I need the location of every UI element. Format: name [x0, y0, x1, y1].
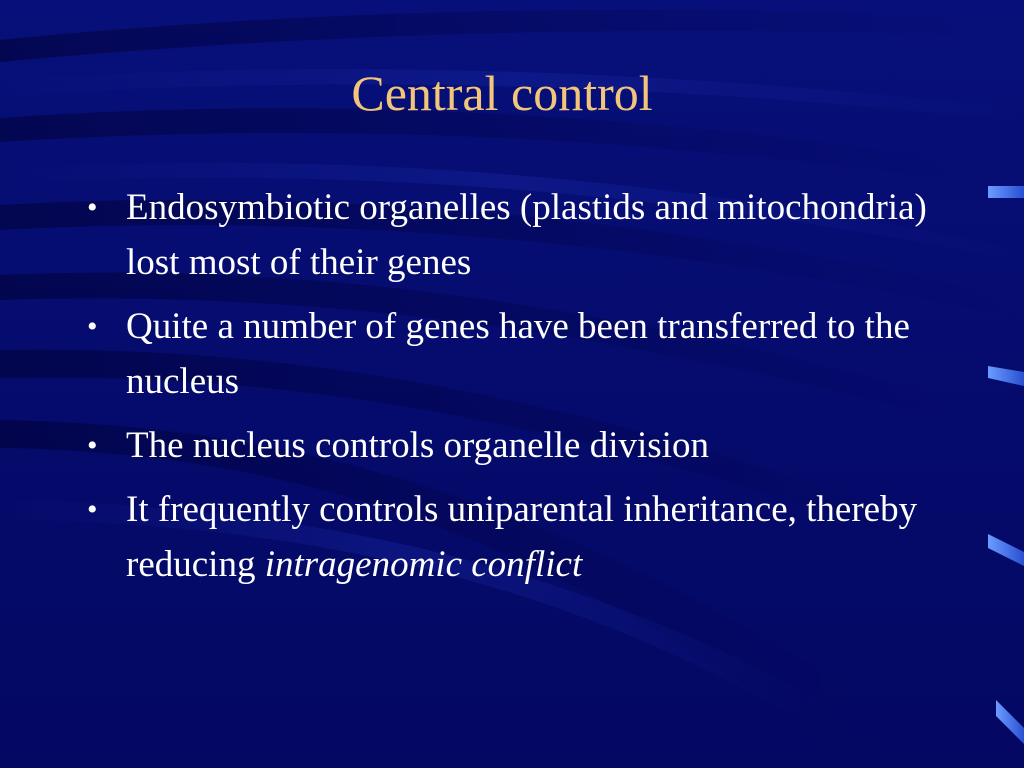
bullet-item: [84, 418, 934, 473]
accent-mark: [996, 700, 1024, 744]
bullet-text: It frequently controls uniparental inheritance, thereby reducing: [126, 489, 918, 585]
bullet-item: [84, 299, 934, 409]
accent-mark: [988, 186, 1024, 198]
bullet-text: Quite a number of genes have been transferred to the nucleus: [126, 306, 910, 402]
bullet-icon: •: [87, 429, 98, 462]
bullet-list: [84, 180, 934, 601]
bullet-emphasis-text: intragenomic conflict: [264, 544, 583, 585]
bullet-icon: •: [87, 191, 98, 224]
bullet-icon: •: [87, 310, 98, 343]
bullet-text: Endosymbiotic organelles (plastids and mitochondria) lost most of their genes: [126, 187, 927, 283]
bullet-item: [84, 180, 934, 290]
bullet-icon: •: [87, 493, 98, 526]
bullet-item: [84, 482, 934, 592]
bullet-text: The nucleus controls organelle division: [126, 425, 709, 466]
accent-mark: [988, 366, 1024, 386]
slide-title: Central control: [351, 65, 653, 121]
